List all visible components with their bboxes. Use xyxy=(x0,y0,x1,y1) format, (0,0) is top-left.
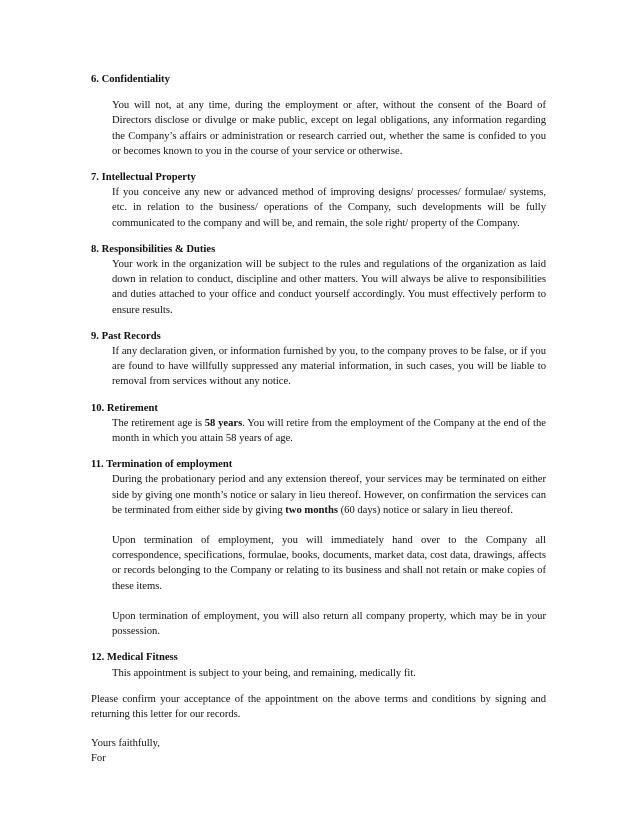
section-termination xyxy=(91,457,546,639)
section-body xyxy=(112,472,546,639)
section-heading: 9. Past Records xyxy=(91,330,161,342)
section-paragraph: You will not, at any time, during the employment or after, without the consent of the Board of Directors disclose or divulge or make public, except on legal obligations, any information regarding the Company’s affairs or administration or research carried out, whether the same is confided to you or becomes known to you in the course of your service or otherwise. xyxy=(112,100,546,157)
section-paragraph: If you conceive any new or advanced method of improving designs/ processes/ formulae/ systems, etc. in relation to the business/ operations of the Company, such developments will be fully communicated to the company and will be, and remain, the sole right/ property of the Company. xyxy=(112,187,546,229)
for-label: For xyxy=(91,753,106,765)
section-heading: 7. Intellectual Property xyxy=(91,172,196,184)
section-medical-fitness xyxy=(91,650,546,680)
section-paragraph: If any declaration given, or information furnished by you, to the company proves to be false, or if you are found to have willfully suppressed any material information, in such cases, you will be liable to removal from services without any notice. xyxy=(112,346,546,388)
section-body xyxy=(112,666,546,681)
section-body xyxy=(112,344,546,390)
section-confidentiality xyxy=(91,72,546,159)
section-body xyxy=(112,416,546,446)
section-heading: 6. Confidentiality xyxy=(91,74,170,85)
retirement-age: 58 years xyxy=(204,417,243,429)
section-paragraph: During the probationary period and any extension thereof, your services may be terminated on either side by giving one month’s notice or salary in lieu thereof. However, on confirmation the services can be terminated from either side by giving two months (60 days) notice or salary in lieu thereof. xyxy=(112,474,546,516)
letter-page xyxy=(91,72,546,767)
section-heading: 12. Medical Fitness xyxy=(91,652,178,664)
section-paragraph: Upon termination of employment, you will also return all company property, which may be in your possession. xyxy=(112,610,546,638)
section-intellectual-property xyxy=(91,170,546,231)
confirmation-text: Please confirm your acceptance of the appointment on the above terms and conditions by signing and returning this letter for our records. xyxy=(91,693,546,720)
section-heading: 11. Termination of employment xyxy=(91,459,233,471)
section-retirement xyxy=(91,401,546,447)
section-paragraph: Your work in the organization will be subject to the rules and regulations of the organization as laid down in relation to conduct, discipline and other matters. You will always be alive to responsibilities and duties attached to your office and conduct yourself accordingly. You must effectively perform to ensure results. xyxy=(112,259,546,316)
section-heading: 8. Responsibilities & Duties xyxy=(91,243,216,255)
section-body xyxy=(112,257,546,318)
section-past-records xyxy=(91,329,546,390)
section-body xyxy=(112,98,546,159)
section-paragraph: Upon termination of employment, you will immediately hand over to the Company all correspondence, specifications, formulae, books, documents, market data, cost data, drawings, affects or records belonging to the Company or relating to its business and shall not retain or make copies of these items. xyxy=(112,535,546,592)
section-heading: 10. Retirement xyxy=(91,402,158,414)
section-paragraph: The retirement age is 58 years. You will retire from the employment of the Company at the end of the month in which you attain 58 years of age. xyxy=(112,417,547,445)
section-responsibilities-duties xyxy=(91,242,546,318)
signoff: Yours faithfully, xyxy=(91,738,160,750)
section-paragraph: This appointment is subject to your being, and remaining, medically fit. xyxy=(112,667,416,679)
notice-period: two months xyxy=(285,504,338,516)
section-body xyxy=(112,185,546,231)
